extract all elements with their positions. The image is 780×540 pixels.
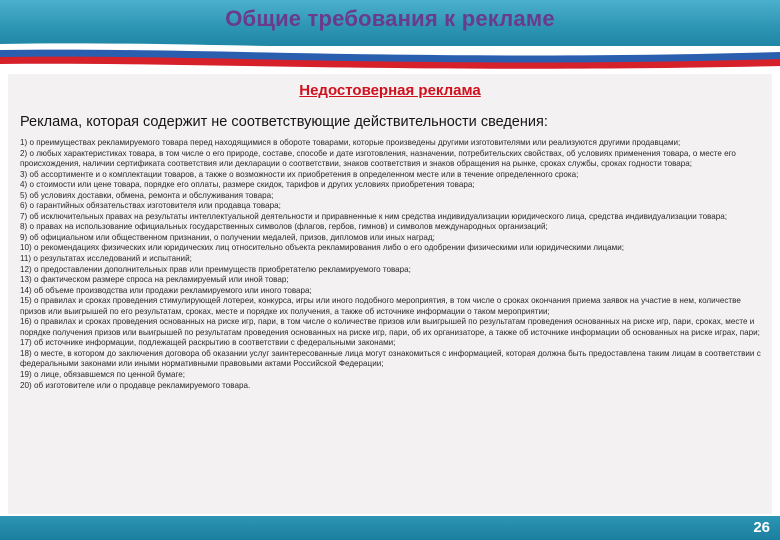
list-item: 15) о правилах и сроках проведения стимулирующей лотереи, конкурса, игры или иного подобного мероприятия, в том числе о сроках окончания приема заявок на участие в нем, количестве призов или выигрышей по его результатам, сроках, месте и порядке их получения, а также об источнике информации о таком мероприятии;: [20, 296, 741, 316]
list-item: 17) об источнике информации, подлежащей раскрытию в соответствии с федеральными законами;: [20, 338, 396, 348]
content-panel: [8, 74, 772, 514]
flag-wave-decoration: [0, 40, 780, 72]
list-item: 18) о месте, в котором до заключения договора об оказании услуг заинтересованные лица могут ознакомиться с информацией, которая должна быть предоставлена таким лицам в соответствии с федеральными законами или иными нормативными правовыми актами Российской Федерации;: [20, 348, 761, 369]
list-item: 3) об ассортименте и о комплектации товаров, а также о возможности их приобретения в определенном месте или в течение определенного срока;: [20, 169, 579, 179]
list-item: 8) о правах на использование официальных государственных символов (флагов, гербов, гимнов) и символов международных организаций;: [20, 222, 548, 232]
list-item: 20) об изготовителе или о продавце рекламируемого товара.: [20, 380, 251, 390]
list-item: 6) о гарантийных обязательствах изготовителя или продавца товара;: [20, 201, 281, 211]
footer-bar: [0, 516, 780, 540]
list-item: 1) о преимуществах рекламируемого товара перед находящимися в обороте товарами, которые произведены другими изготовителями или реализуются другими продавцами;: [20, 138, 681, 147]
list-item: 10) о рекомендациях физических или юридических лиц относительно объекта рекламирования либо о его одобрении физическими или юридическими лицами;: [20, 243, 624, 253]
list-item: 13) о фактическом размере спроса на рекламируемый или иной товар;: [20, 275, 289, 285]
page-number: 26: [753, 519, 770, 536]
list-item: 9) об официальном или общественном признании, о получении медалей, призов, дипломов или иных наград;: [20, 232, 435, 242]
slide-title: Общие требования к рекламе: [225, 6, 555, 31]
list-item: 7) об исключительных правах на результаты интеллектуальной деятельности и приравненные к ним средства индивидуализации юридического лица, средства индивидуализации товара;: [20, 211, 728, 221]
list-item: 14) об объеме производства или продажи рекламируемого или иного товара;: [20, 285, 312, 295]
list-item: 2) о любых характеристиках товара, в том числе о его природе, составе, способе и дате изготовления, назначении, потребительских свойствах, об условиях применения товара, о месте его происхождения, наличии сертификата соответствия или декларации о соответствии, знаков соответствия и знаков обращения на рынке, сроках службы, сроках годности товара;: [20, 148, 736, 169]
list-item: 4) о стоимости или цене товара, порядке его оплаты, размере скидок, тарифов и других условиях приобретения товара;: [20, 180, 475, 190]
requirements-list: [20, 138, 768, 391]
list-item: 12) о предоставлении дополнительных прав или преимуществ приобретателю рекламируемого товара;: [20, 264, 411, 274]
list-item: 19) о лице, обязавшемся по ценной бумаге;: [20, 370, 185, 380]
list-item: 11) о результатах исследований и испытаний;: [20, 254, 192, 264]
list-item: 16) о правилах и сроках проведения основанных на риске игр, пари, в том числе о количестве призов или выигрышей по результатам проведения основанных на риске игр, пари, сроках, месте и порядке получения призов или выигрышей по результатам проведения основанных на риске игр, пари, об их организаторе, а также об источнике информации об основанных на риске играх, пари;: [20, 317, 760, 337]
section-subtitle: Недостоверная реклама: [299, 82, 481, 99]
list-item: 5) об условиях доставки, обмена, ремонта и обслуживания товара;: [20, 190, 274, 200]
lead-text: Реклама, которая содержит не соответствующие действительности сведения:: [20, 114, 548, 130]
